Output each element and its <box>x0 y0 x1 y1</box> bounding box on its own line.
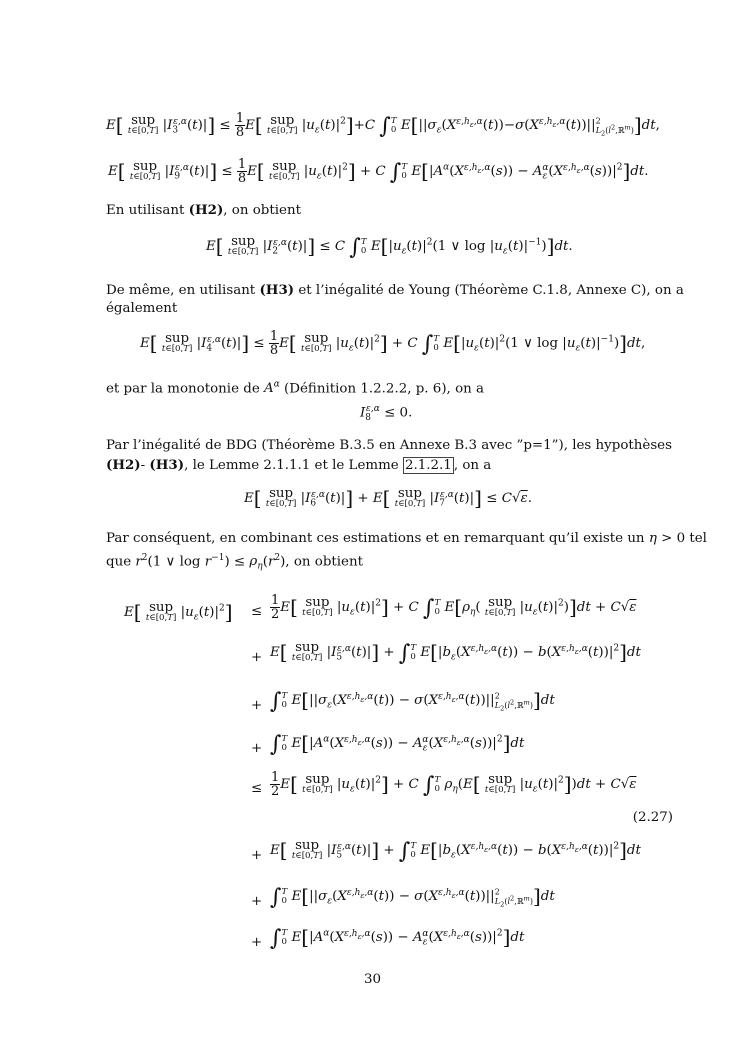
paragraph-h3-line1: De même, en utilisant (H3) et l’inégalité de Young (Théorème C.1.8, Annexe C), on a <box>106 282 684 298</box>
row-4-expr: ∫ T 0 $E[|A^\alpha(X^{\varepsilon,h_\varepsilon,\alpha}(s)) - A_\varepsilon^\alpha(X^{\varepsilon,h_\varepsilon,\alpha}(s))|^2]dt$ <box>270 731 525 757</box>
row-4-op: + <box>251 741 263 756</box>
row-7-op: + <box>251 894 263 909</box>
equation-number: (2.27) <box>632 810 673 825</box>
row-8-expr: ∫ T 0 $E[|A^\alpha(X^{\varepsilon,h_\varepsilon,\alpha}(s)) - A_\varepsilon^\alpha(X^{\varepsilon,h_\varepsilon,\alpha}(s))|^2]dt$ <box>270 925 525 951</box>
paragraph-bdg-line2: (H2)- (H3), le Lemme 2.1.1.1 et le Lemme 2.1.2.1 , on a <box>106 457 492 473</box>
row-1-op: ≤ <box>251 604 263 619</box>
row-6-op: + <box>251 848 263 863</box>
row-3-op: + <box>251 698 263 713</box>
equation-5: $I_8^{\varepsilon,\alpha} \le 0$. <box>360 404 413 424</box>
row-7-expr: ∫ T 0 $E[||\sigma_\varepsilon(X^{\varepsilon,h_\varepsilon,\alpha}(t)) - \sigma(X^{\varepsilon,h_\varepsilon,\alpha}(t))||^2_{L_2(l^2,ℝ^m)}]dt$ <box>270 884 555 910</box>
equation-6: E[ sup t∈[0,T] $|I_6^{\varepsilon,\alpha}(t)|] + E$[ sup t∈[0,T] $|I_7^{\varepsilon,\alpha}(t)|] \le C√\varepsilon$. <box>244 485 532 510</box>
equation-2: E[ sup t∈[0,T] $|I_9^{\varepsilon,\alpha}(t)|$] ≤ $\frac{1}{8}$ E[ sup t∈[0,T] $|u_\varepsilon(t)|^2] + C$ ∫ T 0 $E[|A^\alpha(X^{\varepsilon,h_\varepsilon,\alpha}(s)) - A_\varepsilon^\alpha(X^{\varepsilon,h_\varepsilon,\alpha}(s))|^2]dt$. <box>108 157 649 186</box>
row-6-expr: E[ sup t∈[0,T] $|I_5^{\varepsilon,\alpha}(t)|$] + ∫ T 0 $E[|b_\varepsilon(X^{\varepsilon,h_\varepsilon,\alpha}(t)) - b(X^{\varepsilon,h_\varepsilon,\alpha}(t))|^2]dt$ <box>270 837 641 864</box>
row-2-expr: E[ sup t∈[0,T] $|I_5^{\varepsilon,\alpha}(t)|$] + ∫ T 0 $E[|b_\varepsilon(X^{\varepsilon,h_\varepsilon,\alpha}(t)) - b(X^{\varepsilon,h_\varepsilon,\alpha}(t))|^2]dt$ <box>270 639 641 666</box>
paragraph-h2: En utilisant (H2), on obtient <box>106 202 301 218</box>
paragraph-consequent-line2: que $r^2(1$ ∨ $\log r^{-1}) \le \rho_\eta(r^2)$, on obtient <box>106 553 363 573</box>
paragraph-consequent-line1: Par conséquent, en combinant ces estimations et en remarquant qu’il existe un η > 0 tel <box>106 531 707 546</box>
lemma-reference-link[interactable]: 2.1.2.1 <box>404 458 452 473</box>
paragraph-bdg-line1: Par l’inégalité de BDG (Théorème B.3.5 en Annexe B.3 avec ”p=1”), les hypothèses <box>106 438 672 453</box>
equation-3: E[ sup t∈[0,T] $|I_2^{\varepsilon,\alpha}(t)|] \le C$ ∫ T 0 $E[|u_\varepsilon(t)|^2(1$ ∨ $\log |u_\varepsilon(t)|^{-1})]dt$. <box>206 233 573 260</box>
row-3-expr: ∫ T 0 $E[||\sigma_\varepsilon(X^{\varepsilon,h_\varepsilon,\alpha}(t)) - \sigma(X^{\varepsilon,h_\varepsilon,\alpha}(t))||^2_{L_2(l^2,ℝ^m)}]dt$ <box>270 688 555 714</box>
row-2-op: + <box>251 650 263 665</box>
equation-4: E[ sup t∈[0,T] $|I_4^{\varepsilon,\alpha}(t)|$] ≤ $\frac{1}{8}$ E[ sup t∈[0,T] $|u_\varepsilon(t)|^2] + C$ ∫ T 0 $E[|u_\varepsilon(t)|^2(1$ ∨ $\log |u_\varepsilon(t)|^{-1})]dt$, <box>140 329 646 358</box>
row-1-expr: $\frac{1}{2}$ E[ sup t∈[0,T] $|u_\varepsilon(t)|^2] + C$ ∫ T 0 $E[\rho_\eta$( sup t∈[0,T] $|u_\varepsilon(t)|^2)]dt + C√\varepsilon$ <box>271 593 637 622</box>
equation-1: E[ sup t∈[0,T] $|I_3^{\varepsilon,\alpha}(t)|$] ≤ $\frac{1}{8}$ E[ sup t∈[0,T] $|u_\varepsilon(t)|^2]+C$ ∫ T 0 $E[||\sigma_\varepsilon(X^{\varepsilon,h_\varepsilon,\alpha}(t))-\sigma(X^{\varepsilon,h_\varepsilon,\alpha}(t))||^2_{L_2(l^2,ℝ^m)}]dt$, <box>106 111 660 140</box>
row-5-expr: $\frac{1}{2}$ E[ sup t∈[0,T] $|u_\varepsilon(t)|^2] + C$ ∫ T 0 $\rho_\eta(E$[ sup t∈[0,T] $|u_\varepsilon(t)|^2])dt + C√\varepsilon$ <box>271 770 637 799</box>
page-number: 30 <box>363 972 382 987</box>
paragraph-h3-line2: également <box>106 301 178 316</box>
big-equation-lhs: E[ sup t∈[0,T] $|u_\varepsilon(t)|^2$] <box>124 599 233 624</box>
paragraph-monotonie: et par la monotonie de $A^\alpha$ (Définition 1.2.2.2, p. 6), on a <box>106 380 484 397</box>
row-8-op: + <box>251 935 263 950</box>
row-5-op: ≤ <box>251 781 263 796</box>
